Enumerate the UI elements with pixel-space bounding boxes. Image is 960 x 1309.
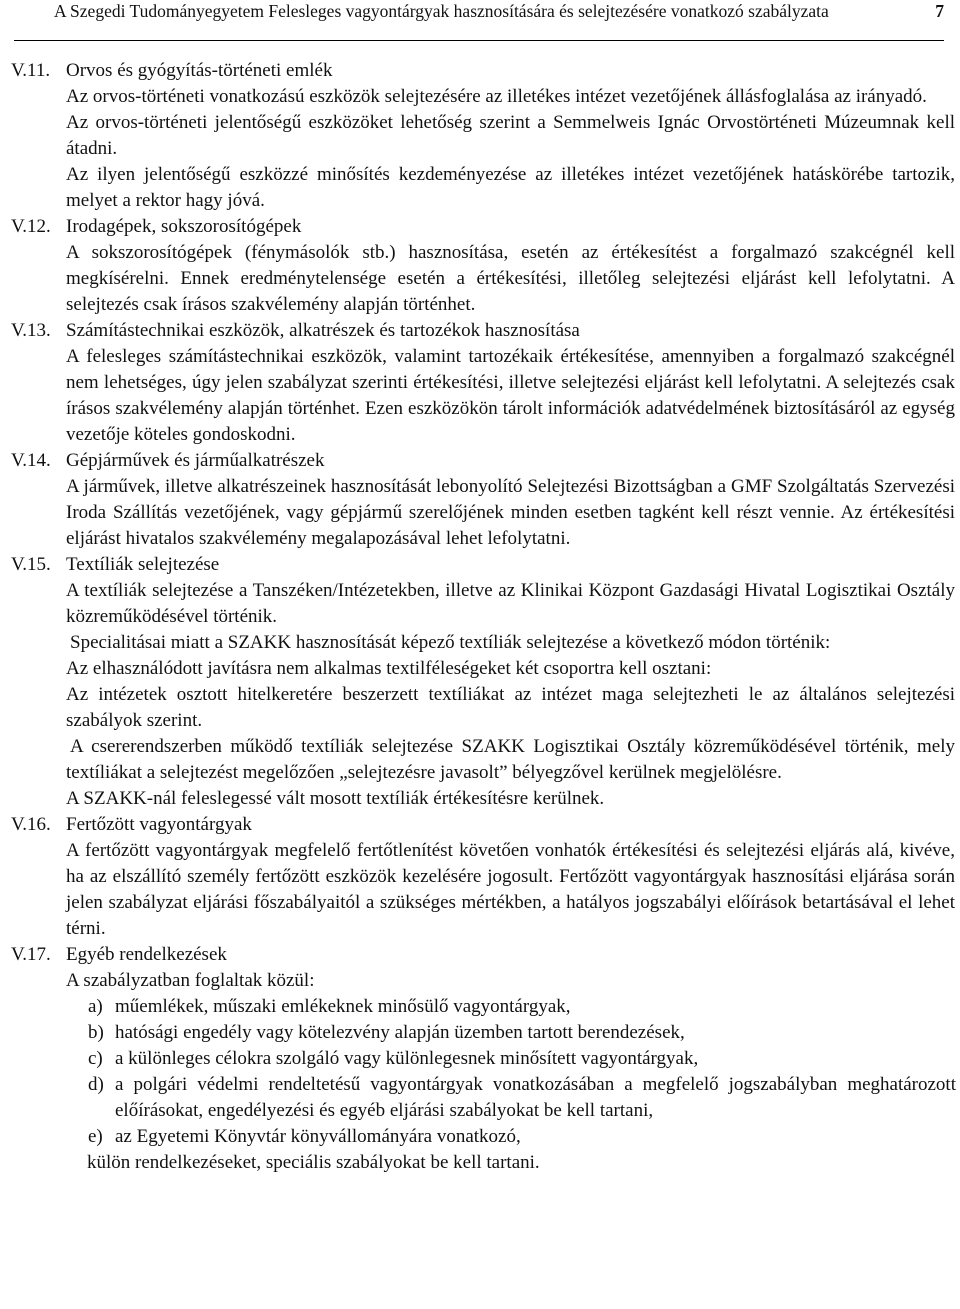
section-title: Orvos és gyógyítás-történeti emlék <box>66 60 333 81</box>
document-title: A Szegedi Tudományegyetem Felesleges vagyontárgyak hasznosítására és selejtezésére vonatkozó szabályzata <box>54 1 829 21</box>
section-title: Egyéb rendelkezések <box>66 944 227 965</box>
section-number: V.17. <box>11 944 51 965</box>
section-v15 <box>0 552 960 812</box>
section-number: V.12. <box>11 216 51 237</box>
paragraph: A sokszorosítógépek (fénymásolók stb.) hasznosítása, esetén az értékesítést a forgalmazó szakcégnél kell megkísérelni. Ennek eredménytelensége esetén a értékesítési, illetőleg selejtezési eljárást kell lefolytatni. A selejtezés csak írásos szakvélemény alapján történhet. <box>66 242 955 315</box>
list-item-text: a különleges célokra szolgáló vagy különlegesnek minősített vagyontárgyak, <box>115 1048 699 1069</box>
section-v17 <box>0 942 960 1176</box>
paragraph: A textíliák selejtezése a Tanszéken/Intézetekben, illetve az Klinikai Központ Gazdasági Hivatal Logisztikai Osztály közreműködésével történik. <box>66 580 955 627</box>
paragraph: Az orvos-történeti jelentőségű eszközöket lehetőség szerint a Semmelweis Ignác Orvostörténeti Múzeumnak kell átadni. <box>66 112 955 159</box>
section-title: Számítástechnikai eszközök, alkatrészek és tartozékok hasznosítása <box>66 320 580 341</box>
list-item <box>88 1020 956 1046</box>
section-v11 <box>0 58 960 214</box>
page-number: 7 <box>935 1 944 21</box>
section-title: Fertőzött vagyontárgyak <box>66 814 252 835</box>
list-item-text: műemlékek, műszaki emlékeknek minősülő vagyontárgyak, <box>115 996 571 1017</box>
paragraph: Az elhasználódott javításra nem alkalmas textilféleségeket két csoportra kell osztani: <box>66 658 712 679</box>
list-item <box>88 1124 956 1150</box>
paragraph: A csererendszerben működő textíliák selejtezése SZAKK Logisztikai Osztály közreműködésével történik, mely textíliákat a selejtezést megelőzően „selejtezésre javasolt” bélyegzővel kerülnek megjelölésre. <box>66 736 955 783</box>
document-body <box>0 58 960 1176</box>
section-number: V.15. <box>11 554 51 575</box>
section-number: V.16. <box>11 814 51 835</box>
section-number: V.13. <box>11 320 51 341</box>
section-number: V.14. <box>11 450 51 471</box>
list-item-text: az Egyetemi Könyvtár könyvállományára vonatkozó, <box>115 1126 521 1147</box>
list-item-text: hatósági engedély vagy kötelezvény alapján üzemben tartott berendezések, <box>115 1022 685 1043</box>
paragraph: Specialitásai miatt a SZAKK hasznosítását képező textíliák selejtezése a következő módon történik: <box>70 632 831 653</box>
paragraph: A SZAKK-nál feleslegessé vált mosott textíliák értékesítésre kerülnek. <box>66 788 605 809</box>
section-v14 <box>0 448 960 552</box>
list-item-letter: d) <box>88 1074 104 1095</box>
paragraph: Az ilyen jelentőségű eszközzé minősítés kezdeményezése az illetékes intézet vezetőjének hatáskörébe tartozik, melyet a rektor hagy jóvá. <box>66 164 955 211</box>
paragraph: A járművek, illetve alkatrészeinek hasznosítását lebonyolító Selejtezési Bizottságban a GMF Szolgáltatás Szervezési Iroda Szállítás vezetőjének, vagy gépjármű szerelőjének minden esetben tagként kell részt vennie. Az értékesítési eljárást hivatalos szakvélemény megalapozásával lehet lefolytatni. <box>66 476 955 549</box>
list-item <box>88 1072 956 1124</box>
section-title: Textíliák selejtezése <box>66 554 220 575</box>
list-item-text: a polgári védelmi rendeltetésű vagyontárgyak vonatkozásában a megfelelő jogszabályban meghatározott előírásokat, engedélyezési és egyéb eljárási szabályokat be kell tartani, <box>115 1074 956 1121</box>
section-v12 <box>0 214 960 318</box>
paragraph: A felesleges számítástechnikai eszközök, valamint tartozékaik értékesítése, amennyiben a forgalmazó szakcégnél nem lehetséges, úgy jelen szabályzat szerinti értékesítési, illetve selejtezési eljárást kell lefolytatni. A selejtezés csak írásos szakvélemény alapján történhet. Ezen eszközökön tárolt információk adatvédelmének biztosításáról az egység vezetője köteles gondoskodni. <box>66 346 955 445</box>
closing-text: külön rendelkezéseket, speciális szabályokat be kell tartani. <box>87 1152 540 1173</box>
paragraph: A szabályzatban foglaltak közül: <box>66 970 315 991</box>
list-item <box>88 1046 956 1072</box>
enumerated-list <box>88 994 956 1150</box>
list-item-letter: b) <box>88 1022 104 1043</box>
section-v16 <box>0 812 960 942</box>
section-number: V.11. <box>11 60 51 81</box>
paragraph: Az orvos-történeti vonatkozású eszközök selejtezésére az illetékes intézet vezetőjének állásfoglalása az irányadó. <box>66 86 927 107</box>
list-item <box>88 994 956 1020</box>
list-item-letter: c) <box>88 1048 103 1069</box>
section-title: Gépjárművek és járműalkatrészek <box>66 450 325 471</box>
paragraph: Az intézetek osztott hitelkeretére beszerzett textíliákat az intézet maga selejtezheti le az általános selejtezési szabályok szerint. <box>66 684 955 731</box>
page-header <box>14 0 944 41</box>
list-item-letter: a) <box>88 996 103 1017</box>
section-v13 <box>0 318 960 448</box>
paragraph: A fertőzött vagyontárgyak megfelelő fertőtlenítést követően vonhatók értékesítési és selejtezési eljárás alá, kivéve, ha az elszállító személy fertőzött eszközök kezelésére jogosult. Fertőzött vagyontárgyak hasznosítási eljárása során jelen szabályzat eljárási főszabályaitól a szükséges mértékben, a hatályos jogszabályi előírások betartásával el lehet térni. <box>66 840 955 939</box>
list-item-letter: e) <box>88 1126 103 1147</box>
section-title: Irodagépek, sokszorosítógépek <box>66 216 302 237</box>
